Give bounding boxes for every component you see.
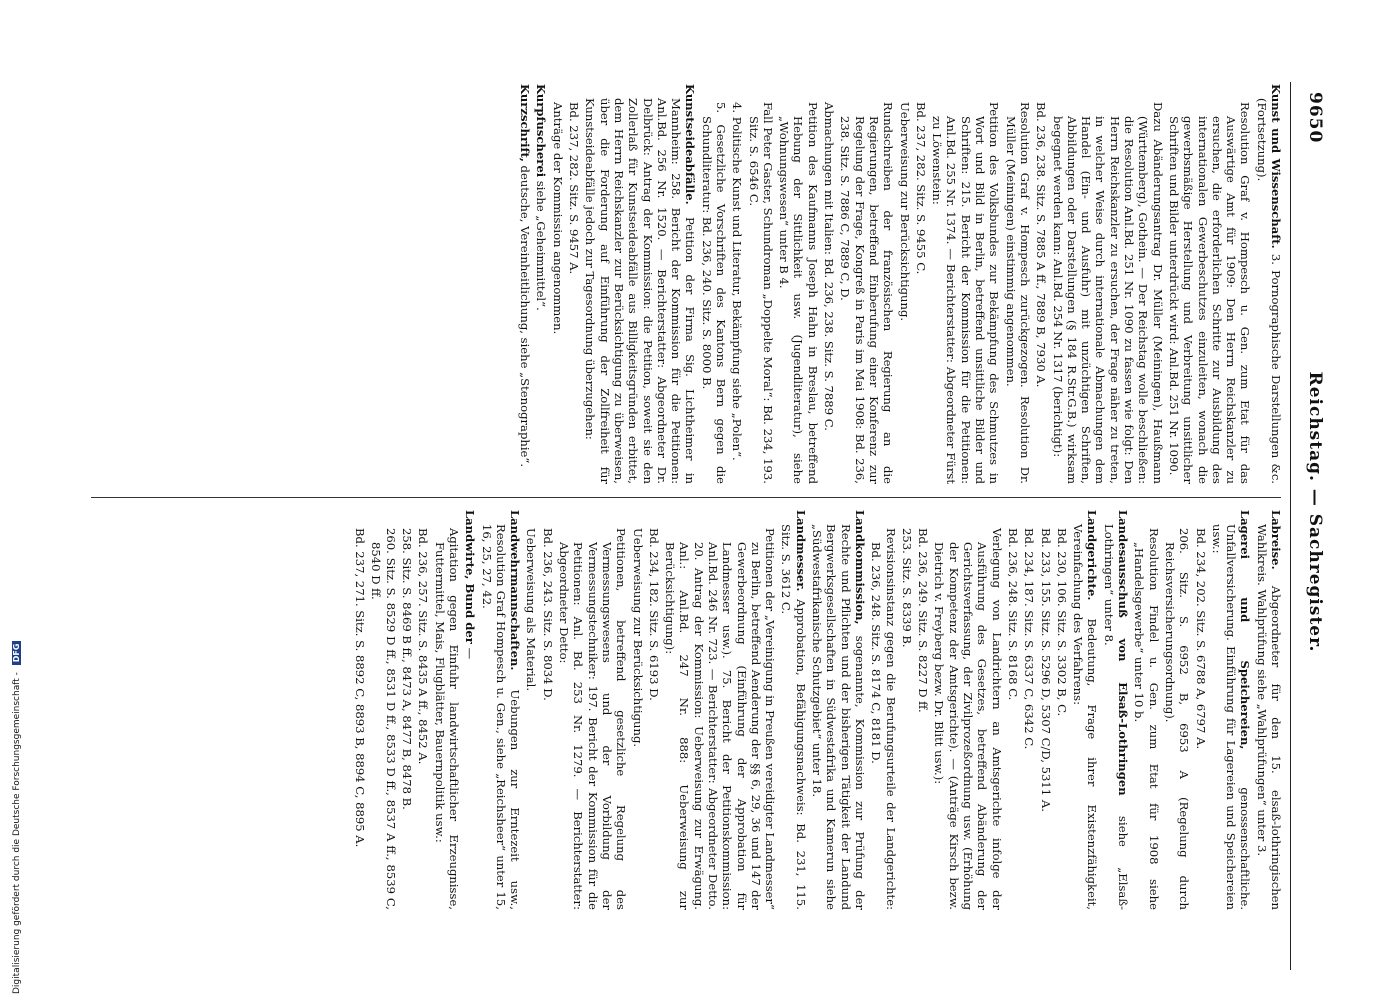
entry-text: siehe „Elsaß-Lothringen“ unter 8. xyxy=(1101,524,1131,910)
entry-keyword: Lagerei und Speichereien, xyxy=(1238,510,1253,750)
entry-text: 253. Sitz. S. 8339 B. xyxy=(899,528,914,648)
register-entry xyxy=(479,510,522,910)
right-column xyxy=(88,510,1283,910)
register-entry xyxy=(1050,84,1164,484)
register-entry xyxy=(869,510,898,910)
entry-text: Bd. 236, 249. Sitz. S. 8227 D ff. xyxy=(916,528,931,713)
entry-text: Fall Peter Gaster, Schundroman „Doppelte Moral“: Bd. 234, 193. Sitz. S. 6546 C. xyxy=(746,102,775,484)
entry-text: Verlegung von Landrichtern an Amtsgerichte infolge der Ausführung des Gesetzes, betreffend Abänderung der Gerichtsverfassung, der Zivilprozeßordnung usw. (Erhöhung der Kompetenz der Amtsgerichte). — (Anträge Kirsch bezw. Dietrich v. Freyberg bezw. Dr. Blitt usw.): xyxy=(932,528,1004,910)
entry-text: — xyxy=(463,643,478,660)
entry-keyword: Landwehrmannschaften. xyxy=(508,510,523,671)
entry-text: 4. Politische Kunst und Literatur, Bekämpfung siehe „Polen“. xyxy=(730,102,745,461)
register-entry xyxy=(779,510,808,910)
entry-keyword: Landwirte, Bund der xyxy=(463,510,478,644)
register-entry xyxy=(1034,84,1048,484)
register-entry xyxy=(416,510,430,910)
entry-text: Resolution Graf v. Hompesch u. Gen. zum Etat für das Auswärtige Amt für 1909: Den Herrn Reichskanzler zu ersuchen, die erforderlichen Schritte zur Ausbildung des internationalen Gewerbeschutzes einzuleiten, wonach die gewerbsmäßige Herstellung und Verbreitung unsittlicher Schriften und Bilder unterdrückt wird: Anl.Bd. 251 Nr. 1090. xyxy=(1166,102,1253,484)
entry-text: Bd. 233, 155. Sitz. S. 5296 D, 5307 C/D, 5311 A. xyxy=(1038,528,1053,812)
entry-text: Bd. 234, 187. Sitz. S. 6337 C, 6342 C. xyxy=(1022,528,1037,750)
register-entry xyxy=(1055,510,1069,910)
register-entry xyxy=(1193,510,1207,910)
entry-text: sogenannte, Kommission zur Prüfung der Rechte und Pflichten und der bisherigen Tätigkeit der Landund Bergwerksgesellschaften in Südwestafrika und Kamerun siehe „Südwestafrikanische Schutzgebiet“ unter 18. xyxy=(810,524,867,910)
register-entry xyxy=(1003,84,1032,484)
register-entry xyxy=(1254,84,1283,484)
dfg-logo: DFG xyxy=(12,641,21,666)
register-entry xyxy=(1254,510,1283,910)
entry-text: genossenschaftliche. Unfallversicherung. Einführung für Lagereien und Speichereien usw.: xyxy=(1209,524,1253,910)
running-head: Reichstag. — Sachregister. xyxy=(1305,371,1325,653)
entry-text: Bd. 236, 243. Sitz. S. 8034 D. xyxy=(540,528,555,701)
column-divider xyxy=(91,497,1281,498)
register-entry xyxy=(540,510,554,910)
entry-text: Bd. 237, 282. Sitz. S. 9457 A. xyxy=(567,102,582,275)
entry-text: Ueberweisung zur Berücksichtigung. xyxy=(630,528,645,748)
register-entry xyxy=(1038,510,1052,910)
register-entry xyxy=(583,84,697,484)
entry-keyword: Landkommission, xyxy=(852,510,867,625)
register-entry xyxy=(746,84,775,484)
header-rule xyxy=(1290,82,1291,970)
entry-keyword: Kunst und Wissenschaft. xyxy=(1269,84,1283,249)
entry-text: Bd. 236, 248. Sitz. S. 8168 C. xyxy=(1005,528,1020,701)
entry-text: 206. Sitz. S. 6952 B, 6953 A (Regelung durch Reichsversicherungsordnung). xyxy=(1162,528,1192,910)
entry-text: Petition der Firma Sig. Lichtheimer in Mannheim: 258. Bericht der Kommission für die Petitionen: Anl.Bd. 256 Nr. 1520. — Berichterstatter: Abgeordneter Dr. Delbrück: Antrag der Kommission: die Petition, soweit sie den Zollerlaß für Kunstseideabfälle aus Billigkeitsgründen erbittet, dem Herrn Reichskanzler zur Berücksichtigung zu überweisen, über die Forderung auf Einführung der Zollfreiheit für Kunstseideabfälle jedoch zur Tagesordnung überzugehen: xyxy=(583,98,698,484)
entry-text: Dazu Abänderungsantrag Dr. Müller (Meiningen), Haußmann (Württemberg), Gothein. — Der Reichstag wolle beschließen: die Resolution Anl.Bd. 251 Nr. 1090 zu fassen wie folgt: Den Herrn Reichskanzler zu ersuchen, der Frage näher zu treten, in welcher Weise durch internationale Abmachungen dem Handel (Ein- und Ausfuhr) mit unzüchtigen Schriften, Abbildungen oder Darstellungen (§ 184 R.Str.G.B.) wirksam begegnet werden kann: Anl.Bd. 254 Nr. 1317 (berichtigt): xyxy=(1050,102,1165,484)
register-entry xyxy=(932,510,1003,910)
register-entry xyxy=(730,84,744,484)
entry-text: Bd. 236, 238. Sitz. S. 7885 A ff., 7889 B, 7930 A. xyxy=(1034,102,1049,388)
left-column xyxy=(88,84,1283,484)
entry-text: Bd. 236, 257. Sitz. S. 8435 A ff., 8452 A. xyxy=(416,528,431,765)
register-entry xyxy=(810,510,867,910)
register-entry xyxy=(647,510,661,910)
entry-keyword: Landgerichte. xyxy=(1085,510,1100,601)
register-entry xyxy=(1006,510,1020,910)
register-entry xyxy=(550,84,564,484)
register-entry xyxy=(699,84,728,484)
entry-keyword: Kurpfuscherei xyxy=(534,84,549,178)
register-entry xyxy=(567,84,581,484)
entry-text: Approbation, Befähigungsnachweis: Bd. 231, 115. Sitz. S. 3612 C. xyxy=(779,524,808,910)
register-entry xyxy=(822,84,836,484)
register-entry xyxy=(1101,510,1130,910)
register-entry xyxy=(1132,510,1161,910)
entry-text: Petition des Kaufmanns Joseph Hahn in Breslau, betreffend Hebung der Sittlichkeit usw. (Jugendliteratur), siehe „Wohnungswesen“ unter B 4. xyxy=(777,102,820,484)
entry-text: Petition des Volksbundes zur Bekämpfung des Schmutzes in Wort und Bild in Berlin, betreffend unsittliche Bilder und Schriften: 215. Bericht der Kommission für die Petitionen: Anl.Bd. 255 Nr. 1374. — Berichterstatter: Abgeordneter Fürst zu Löwenstein: xyxy=(930,102,1002,484)
register-entry xyxy=(777,84,820,484)
entry-text: Petitionen der „Vereinigung in Preußen vereidigter Landmesser“ zu Berlin, betreffend Aenderung der §§ 6, 29, 36 und 147 der Gewerbeordnung (Einführung der Approbation für Landmesser usw.). 75. Bericht der Petitionskommission: Anl.Bd. 246 Nr. 723. — Berichterstatter: Abgeordneter Detto. 20. Antrag der Kommission: Ueberweisung zur Erwägung. Anl.: Anl.Bd. 247 Nr. 888: Ueberweisung zur Berücksichtigung): xyxy=(663,528,778,910)
entry-text: Anträge der Kommission angenommen. xyxy=(550,102,565,335)
register-entry xyxy=(1071,510,1100,910)
register-entry xyxy=(630,510,644,910)
entry-text: Bd. 237, 271. Sitz. S. 8892 C, 8893 B, 8894 C, 8895 A. xyxy=(353,528,368,848)
register-entry xyxy=(1167,84,1253,484)
entry-text: Agitation gegen Einfuhr landwirtschaftlicher Erzeugnisse, Futtermittel, Mais, Flugblätter, Bauernpolitik usw.: xyxy=(432,528,461,910)
page-number: 9650 xyxy=(1305,92,1325,144)
entry-keyword: Landesausschuß von Elsaß-Lothringen xyxy=(1116,510,1131,796)
entry-text: 5. Gesetzliche Vorschriften des Kantons Bern gegen die Schundliteratur: Bd. 236, 240. Sitz. S. 8000 B. xyxy=(699,102,729,484)
register-entry xyxy=(534,84,548,484)
entry-text: siehe „Geheimmittel“. xyxy=(534,177,549,311)
register-entry xyxy=(900,510,914,910)
entry-text: deutsche, Vereinheitlichung, siehe „Stenographie“. xyxy=(518,161,533,468)
entry-text: Ueberweisung als Material. xyxy=(524,528,539,692)
register-entry xyxy=(1163,510,1192,910)
entry-text: Resolution Findel u. Gen. zum Etat für 1908 siehe „Handelsgewerbe“ unter 10 b. xyxy=(1132,528,1161,910)
register-entry xyxy=(916,510,930,910)
register-entry xyxy=(663,510,777,910)
register-entry xyxy=(557,510,628,910)
entry-text: Petitionen, betreffend gesetzliche Regelung des Vermessungswesens und der Vorbildung der Vermessungstechniker: 197. Bericht der Kommission für die Petitionen: Anl. Bd. 253 Nr. 1279. — Berichterstatter: Abgeordneter Detto: xyxy=(557,528,629,910)
register-entry xyxy=(524,510,538,910)
entry-text: Rundschreiben der französischen Regierung an die Regierungen, betreffend Einberufung einer Konferenz zur Regelung der Frage, Kongreß in Paris im Mai 1908: Bd. 236, 238. Sitz. S. 7886 C, 7889 C, D. xyxy=(838,102,896,484)
footer-text xyxy=(12,4,24,994)
entry-text: Abmachungen mit Italien: Bd. 236, 238. Sitz. S. 7889 C. xyxy=(822,102,837,431)
footer-credit: Digitalisierung gefördert durch die Deutsche Forschungsgemeinschaft - xyxy=(12,672,22,994)
register-entry xyxy=(914,84,928,484)
entry-text: Bd. 234, 202. Sitz. S. 6788 A, 6797 A. xyxy=(1193,528,1208,750)
entry-text: Bd. 237, 282. Sitz. S. 9455 C. xyxy=(913,102,928,275)
register-entry xyxy=(897,84,911,484)
entry-text: Ueberweisung zur Berücksichtigung. xyxy=(897,102,912,322)
entry-text: 260. Sitz. S. 8529 D ff., 8531 D ff., 8533 D ff., 8537 A ff., 8539 C, 8540 D ff. xyxy=(369,528,398,910)
entry-text: 3. Pornographische Darstellungen &c. (Fortsetzung). xyxy=(1254,98,1283,484)
entry-text: Bd. 230, 106. Sitz. S. 3302 B, C. xyxy=(1054,528,1069,717)
register-entry xyxy=(353,510,367,910)
entry-text: Resolution Graf v. Hompesch zurückgezogen. Resolution Dr. Müller (Meiningen) einstimmig angenommen. xyxy=(1003,102,1032,484)
register-entry xyxy=(369,510,398,910)
register-entry xyxy=(1022,510,1036,910)
entry-keyword: Kurzschrift, xyxy=(518,84,533,162)
entry-keyword: Kunstseideabfälle. xyxy=(683,84,698,205)
register-entry xyxy=(930,84,1001,484)
register-entry xyxy=(463,510,477,910)
entry-text: Bedeutung, Frage ihrer Existenzfähigkeit, Vereinfachung des Verfahrens: xyxy=(1071,524,1100,910)
entry-text: Uebungen zur Erntezeit usw., Resolution Graf Hompesch u. Gen., siehe „Reichsheer“ unter 15, 16, 25, 27, 42. xyxy=(479,524,523,910)
entry-text: Bd. 234, 182. Sitz. S. 6193 D. xyxy=(646,528,661,701)
register-entry xyxy=(400,510,414,910)
register-entry xyxy=(518,84,532,484)
entry-keyword: Landmesser. xyxy=(793,510,808,592)
entry-text: 258. Sitz. S. 8469 B ff., 8473 A, 8477 B, 8478 B. xyxy=(400,528,415,810)
footer xyxy=(10,4,24,994)
entry-keyword: Labreise. xyxy=(1269,510,1283,570)
entry-text: Abgeordneter für den 15. elsaß-lothringischen Wahlkreis. Wahlprüfung siehe „Wahlprüfungen“ unter 3. xyxy=(1254,524,1283,910)
register-entry xyxy=(432,510,461,910)
register-entry xyxy=(838,84,895,484)
entry-text: Revisionsinstanz gegen die Berufungsurteile der Landgerichte: Bd. 236, 248. Sitz. S. 8174 C, 8181 D. xyxy=(869,528,898,910)
register-entry xyxy=(1210,510,1253,910)
page-header xyxy=(1293,52,1333,972)
